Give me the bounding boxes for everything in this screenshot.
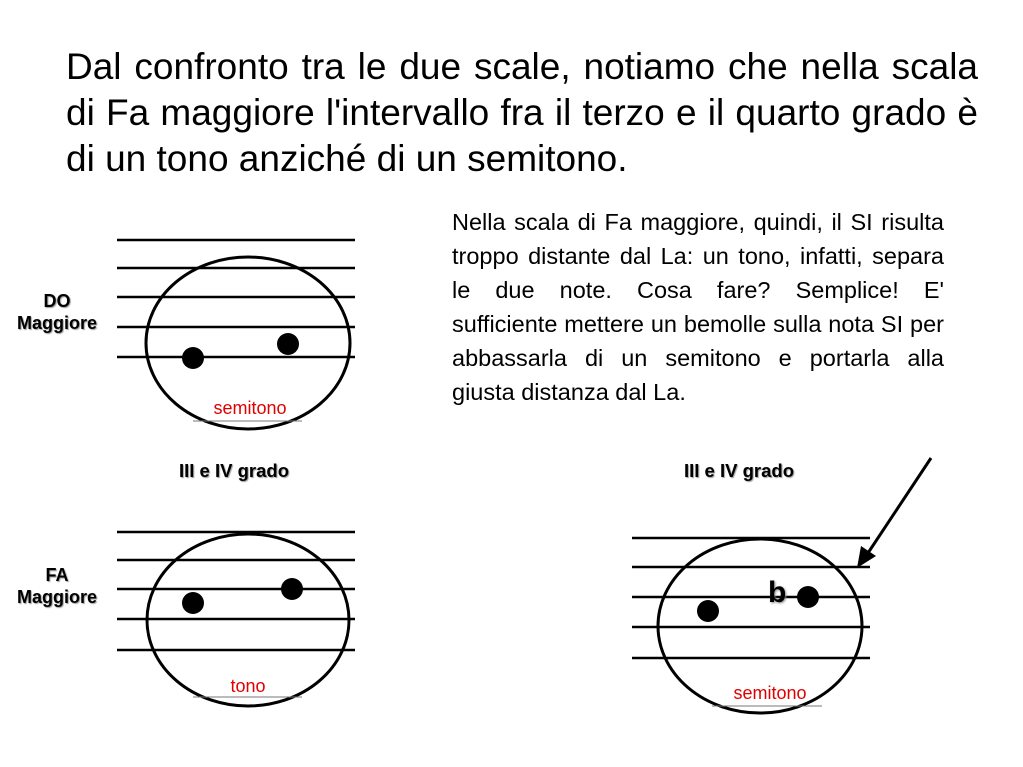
note-si	[281, 578, 303, 600]
note-mi	[182, 347, 204, 369]
page-title: Dal confronto tra le due scale, notiamo che nella scala di Fa maggiore l'intervallo fra il terzo e il quarto grado è di un tono anziché di un semitono.	[66, 46, 978, 179]
note-fa	[277, 333, 299, 355]
do-scale-label: DO Maggiore	[16, 291, 97, 333]
fa-interval-label: tono	[230, 676, 266, 696]
explanation-text: Nella scala di Fa maggiore, quindi, il SI risulta troppo distante dal La: un tono, infatti, separa le due note. Cosa fare? Semplice! E' sufficiente mettere un bemolle sulla nota SI per abbassarla di un semitono e portarla alla giusta distanza dal La.	[452, 209, 944, 405]
do-interval-label: semitono	[213, 398, 287, 418]
note-la	[182, 592, 204, 614]
note-la	[697, 600, 719, 622]
arrow-icon	[857, 458, 931, 568]
fa-flat-caption: III e IV grado	[684, 460, 794, 481]
fa-flat-interval-label: semitono	[733, 683, 807, 703]
do-caption: III e IV grado	[179, 460, 289, 481]
flat-symbol: b	[768, 576, 787, 609]
note-si-flat	[797, 586, 819, 608]
fa-scale-label: FA Maggiore	[16, 565, 97, 607]
